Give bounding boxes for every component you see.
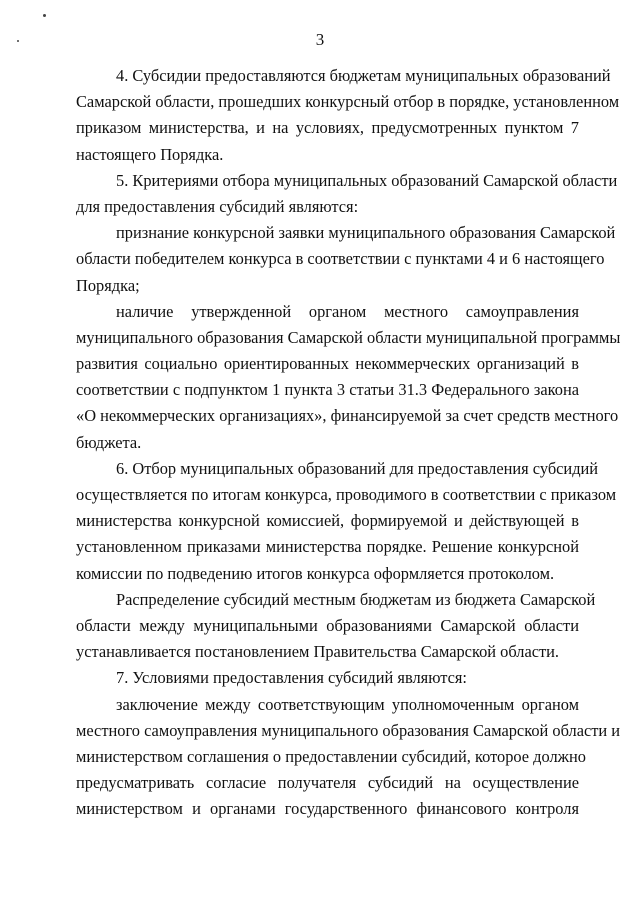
text-line: соответствии с подпунктом 1 пункта 3 статьи 31.3 Федерального закона xyxy=(76,380,579,400)
text-line: устанавливается постановлением Правительства Самарской области. xyxy=(76,642,560,662)
text-line: министерством соглашения о предоставлении субсидий, которое должно xyxy=(76,746,586,766)
text-line: Распределение субсидий местным бюджетам из бюджета Самарской xyxy=(116,589,596,609)
text-line: осуществляется по итогам конкурса, проводимого в соответствии с приказом xyxy=(76,485,617,504)
text-line: 4. Субсидии предоставляются бюджетам муниципальных образований xyxy=(116,66,611,85)
text-line: области между муниципальными образованиями Самарской области xyxy=(76,615,579,635)
text-line: Порядка; xyxy=(76,275,140,295)
text-line: местного самоуправления муниципального образования Самарской области и xyxy=(76,720,621,740)
document-body xyxy=(76,63,621,822)
text-line: 7. Условиями предоставления субсидий являются: xyxy=(116,668,467,688)
page-number: 3 xyxy=(315,30,325,49)
text-line: признание конкурсной заявки муниципального образования Самарской xyxy=(116,223,616,243)
text-line: приказом министерства, и на условиях, предусмотренных пунктом 7 xyxy=(76,118,579,138)
text-line: области победителем конкурса в соответствии с пунктами 4 и 6 настоящего xyxy=(76,249,605,269)
text-line: развития социально ориентированных некоммерческих организаций в xyxy=(76,354,579,374)
text-line: 5. Критериями отбора муниципальных образований Самарской области xyxy=(116,170,618,190)
text-line: бюджета. xyxy=(76,432,142,452)
text-line: «О некоммерческих организациях», финансируемой за счет средств местного xyxy=(76,406,619,426)
text-line: 6. Отбор муниципальных образований для предоставления субсидий xyxy=(116,458,599,478)
text-line: Самарской области, прошедших конкурсный отбор в порядке, установленном xyxy=(76,92,620,112)
text-line: министерством и органами государственного финансового контроля xyxy=(76,799,579,819)
text-line: настоящего Порядка. xyxy=(76,144,224,164)
text-line: заключение между соответствующим уполномоченным органом xyxy=(116,694,579,714)
text-line: установленном приказами министерства порядке. Решение конкурсной xyxy=(76,537,579,557)
text-line: комиссии по подведению итогов конкурса оформляется протоколом. xyxy=(76,563,555,583)
text-line: муниципального образования Самарской области муниципальной программы xyxy=(76,327,621,347)
text-line: предусматривать согласие получателя субсидий на осуществление xyxy=(76,773,579,793)
text-line: наличие утвержденной органом местного самоуправления xyxy=(116,301,579,321)
scan-speck xyxy=(43,14,46,17)
text-line: министерства конкурсной комиссией, формируемой и действующей в xyxy=(76,511,579,531)
text-line: для предоставления субсидий являются: xyxy=(76,196,359,216)
